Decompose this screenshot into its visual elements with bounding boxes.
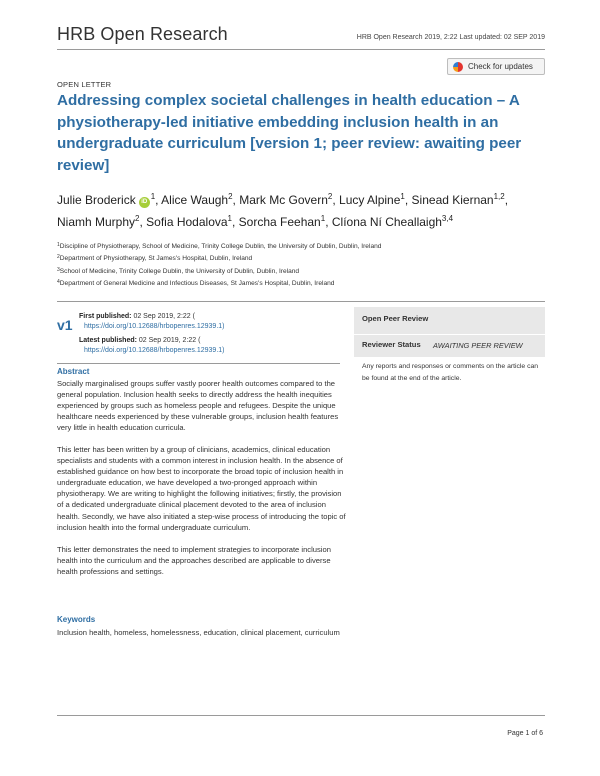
first-published-label: First published: [79,313,132,320]
affiliation-text: Department of General Medicine and Infectious Diseases, St James's Hospital, Dublin, Ireland [59,280,335,288]
affiliation-number: 1 [57,242,60,248]
check-for-updates-button[interactable] [447,58,545,75]
latest-published-label: Latest published: [79,337,137,345]
affiliation-item [57,253,547,265]
first-published-date: 02 Sep 2019, 2:22 ( [133,313,195,320]
abstract-body [57,378,347,588]
version-badge: v1 [57,317,73,333]
publication-history [79,312,329,355]
abstract-paragraph: Socially marginalised groups suffer vastly poorer health outcomes compared to the general population. Inclusion health seeks to directly address the health inequities experienced by groups such as homeless people and refugees. Despite the unique healthcare needs experienced by these vulnerable groups, inclusion health features very little in health education curricula. [57,379,339,433]
reviewer-status-label: Reviewer Status [362,340,421,349]
affiliation-text: Department of Physiotherapy, St James's Hospital, Dublin, Ireland [59,255,253,263]
latest-published-date: 02 Sep 2019, 2:22 ( [138,337,201,345]
article-title: Addressing complex societal challenges in health education – A physiotherapy-led initiative embedding inclusion health in an undergraduate curriculum [version 1; peer review: awaiting peer review] [57,92,522,174]
crossmark-icon [453,62,463,72]
affiliation-item [57,241,547,253]
author-name[interactable]: Julie Broderick [57,193,136,207]
author-name[interactable]: Sinead Kiernan [411,193,494,207]
affiliation-number: 3 [57,266,60,273]
footer-divider [57,715,545,716]
peer-review-title: Open Peer Review [362,314,429,323]
author-affiliation-ref: 1 [320,214,326,223]
author-affiliation-ref: 1 [227,214,232,223]
affiliation-text: Discipline of Physiotherapy, School of Medicine, Trinity College Dublin, the University of Dublin, Dublin, Ireland [59,243,382,250]
journal-name[interactable]: HRB Open Research [57,24,228,44]
keywords-heading: Keywords [57,615,96,624]
author-name[interactable]: Mark Mc Govern [239,193,328,207]
author-affiliation-ref: 1 [150,192,156,201]
affiliation-list [57,241,547,291]
affiliations-divider [57,301,545,302]
peer-review-panel [354,307,545,357]
author-list: Julie Broderick $iD^1$, Alice Waugh$^2$, Mark Mc Govern$^2$, Lucy Alpine$^1$, Sinead Kiernan$^{1,2}$, Niamh Murphy$^2$, Sofia Hodalova$^1$, Sorcha Feehan$^1$, Clíona Ní Cheallaigh$^{3,4}$ [57,192,509,229]
author-affiliation-ref: 1,2 [493,192,505,201]
affiliation-item [57,266,547,278]
header-meta: HRB Open Research 2019, 2:22 Last updated: 02 SEP 2019 [356,34,545,41]
orcid-icon[interactable]: iD [139,197,150,208]
abstract-paragraph: This letter has been written by a group of clinicians, academics, clinical education specialists and students with a common interest in inclusion health. In the absence of established guidance on how best to incorporate the broad topic of inclusion health in undergraduate education, we have developed a two-pronged approach within physiotherapy. We are writing to highlight the following initiatives; firstly, the provision of a dedicated undergraduate clinical placement devoted to the area of inclusion health. Secondly, we have also initiated a step-wise process of introducing the topic of inclusion health into the formal undergraduate curriculum. [57,445,346,532]
abstract-paragraph: This letter demonstrates the need to implement strategies to incorporate inclusion health into the curriculum and the approaches described are applicable to diverse health professions and settings. [57,544,331,576]
reviewer-status-value: AWAITING PEER REVIEW [433,341,523,350]
author-affiliation-ref: 2 [228,192,233,201]
page-header [57,22,545,46]
author-affiliation-ref: 2 [327,192,333,201]
header-divider [57,49,545,50]
author-name[interactable]: Clíona Ní Cheallaigh [331,215,442,229]
peer-review-note: Any reports and responses or comments on the article can be found at the end of the article. [362,363,539,382]
author-affiliation-ref: 2 [135,214,140,223]
author-name[interactable]: Sofia Hodalova [146,215,228,229]
author-affiliation-ref: 1 [400,192,405,201]
affiliation-number: 4 [57,279,60,286]
publication-divider [57,363,340,364]
first-published-doi-link[interactable]: https://doi.org/10.12688/hrbopenres.12939.1) [84,322,225,330]
affiliation-number: 2 [57,254,60,261]
abstract-heading: Abstract [57,367,90,376]
affiliation-text: School of Medicine, Trinity College Dublin, the University of Dublin, Dublin, Ireland [59,267,300,275]
page-number: Page 1 of 6 [507,730,543,737]
peer-review-divider [354,334,545,335]
keywords-text: Inclusion health, homeless, homelessness, education, clinical placement, curriculum [57,628,340,637]
author-affiliation-ref: 3,4 [441,214,454,223]
author-name[interactable]: Sorcha Feehan [238,215,321,229]
latest-published-doi-link[interactable]: https://doi.org/10.12688/hrbopenres.12939.1) [84,346,225,354]
article-type: OPEN LETTER [57,80,112,89]
affiliation-item [57,278,547,290]
author-name[interactable]: Lucy Alpine [339,193,401,207]
check-for-updates-label: Check for updates [468,62,533,71]
author-name[interactable]: Alice Waugh [161,193,229,207]
author-name[interactable]: Niamh Murphy [57,215,136,229]
